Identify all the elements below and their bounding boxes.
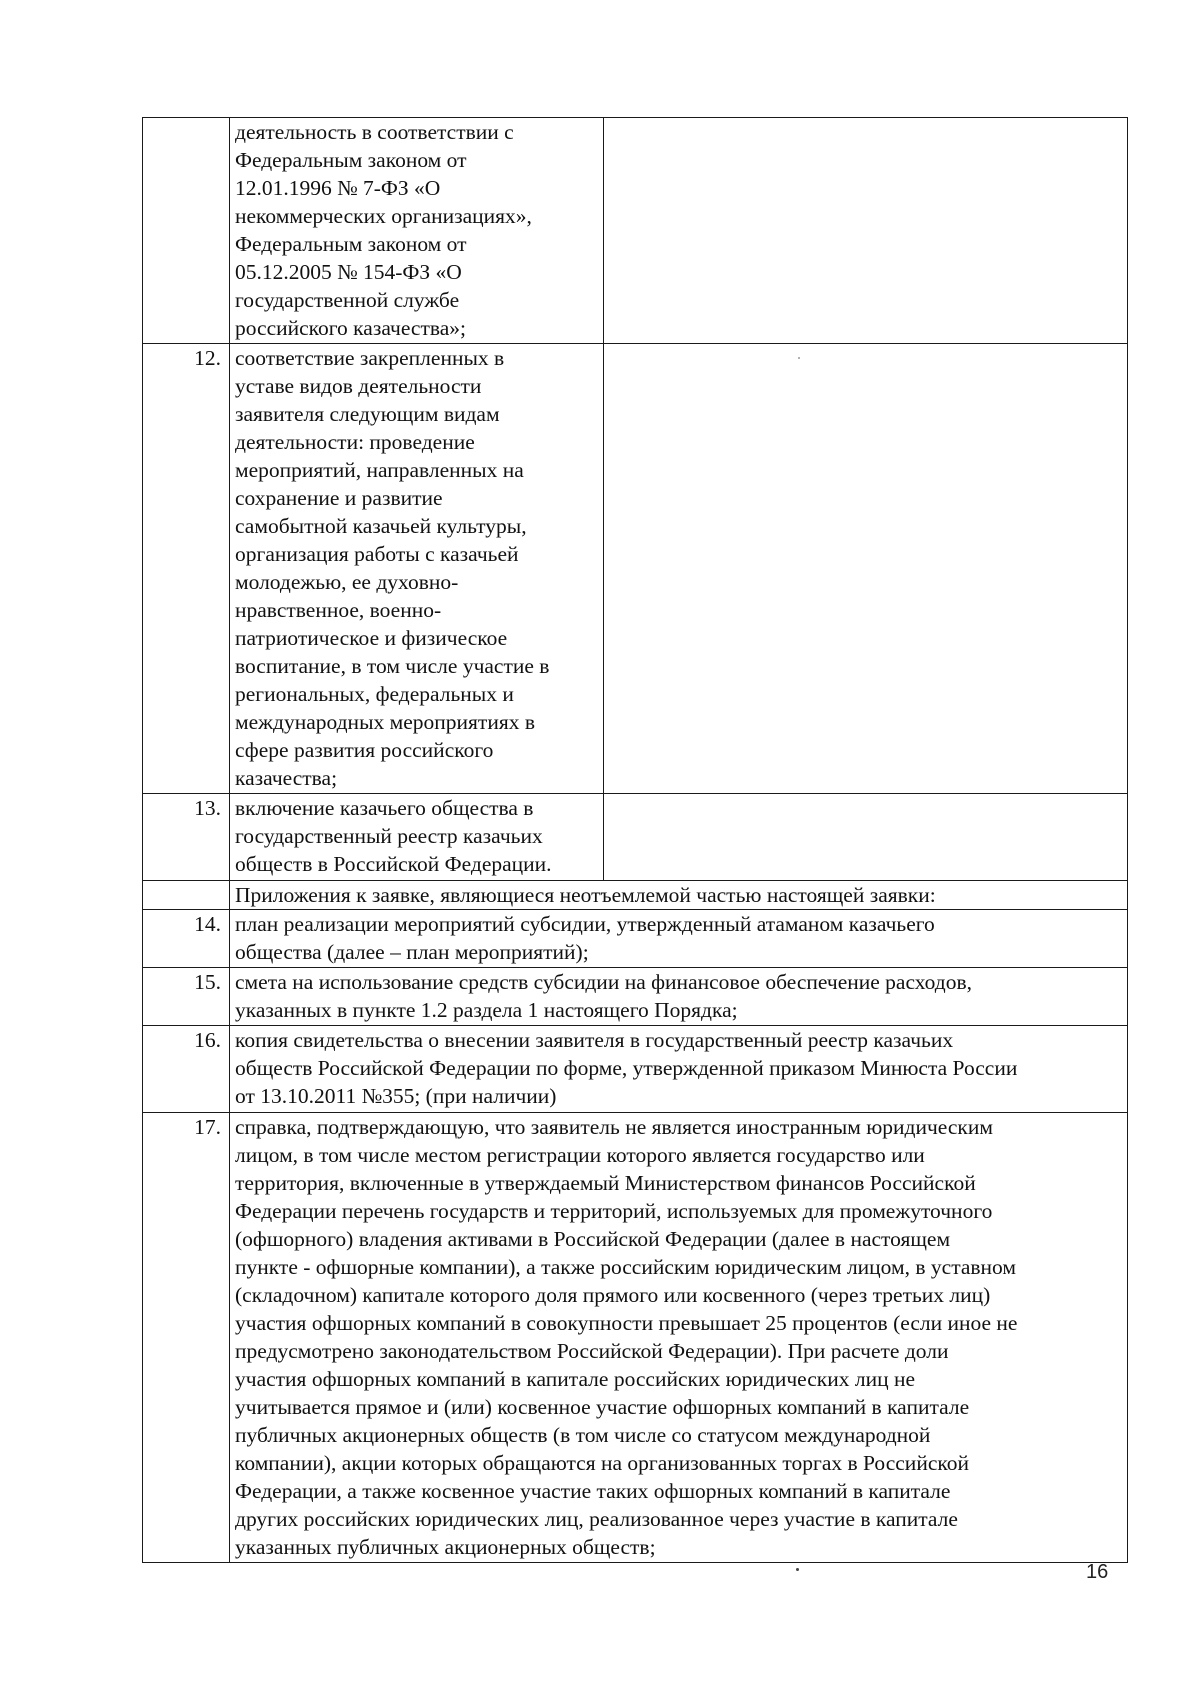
requirements-table: [142, 117, 1128, 1563]
page-number: 16: [1086, 1561, 1109, 1583]
empty-cell: [604, 118, 1128, 344]
text-line: участия офшорных компаний в совокупности превышает 25 процентов (если иное не: [235, 1311, 1018, 1335]
text-line: публичных акционерных обществ (в том числе со статусом международной: [235, 1423, 931, 1447]
row-number: 13.: [143, 794, 230, 881]
row-number: 12.: [143, 344, 230, 794]
table-row: [143, 344, 1128, 794]
text-line: обществ в Российской Федерации.: [235, 852, 552, 876]
text-line: участия офшорных компаний в капитале российских юридических лиц не: [235, 1367, 916, 1391]
row-number: [143, 118, 230, 344]
text-line: казачества;: [235, 766, 338, 790]
text-line: общества (далее – план мероприятий);: [235, 940, 589, 964]
table-row: [143, 910, 1128, 968]
text-line: молодежью, ее духовно-: [235, 570, 459, 594]
row-text: [230, 968, 1128, 1026]
text-line: организация работы с казачьей: [235, 542, 519, 566]
text-line: (офшорного) владения активами в Российской Федерации (далее в настоящем: [235, 1227, 951, 1251]
text-line: уставе видов деятельности: [235, 374, 482, 398]
text-line: включение казачьего общества в: [235, 796, 534, 820]
text-line: соответствие закрепленных в: [235, 346, 505, 370]
text-line: справка, подтверждающую, что заявитель не является иностранным юридическим: [235, 1115, 993, 1139]
text-line: 05.12.2005 № 154-ФЗ «О: [235, 260, 462, 284]
row-number: 17.: [143, 1113, 230, 1563]
text-line: мероприятий, направленных на: [235, 458, 524, 482]
text-line: деятельность в соответствии с: [235, 120, 514, 144]
text-line: указанных в пункте 1.2 раздела 1 настоящего Порядка;: [235, 998, 738, 1022]
table-row: [143, 118, 1128, 344]
empty-cell: [604, 344, 1128, 794]
text-line: сфере развития российского: [235, 738, 494, 762]
scan-speck: [796, 1568, 799, 1571]
text-line: предусмотрено законодательством Российской Федерации). При расчете доли: [235, 1339, 949, 1363]
text-line: обществ Российской Федерации по форме, утвержденной приказом Минюста России: [235, 1056, 1018, 1080]
table-row: [143, 1026, 1128, 1113]
text-line: 12.01.1996 № 7-ФЗ «О: [235, 176, 441, 200]
row-number: [143, 881, 230, 910]
empty-cell: [604, 794, 1128, 881]
text-line: сохранение и развитие: [235, 486, 443, 510]
text-line: пункте - офшорные компании), а также российским юридическим лицом, в уставном: [235, 1255, 1017, 1279]
attachments-header: Приложения к заявке, являющиеся неотъемлемой частью настоящей заявки:: [230, 881, 1128, 910]
text-line: территория, включенные в утверждаемый Министерством финансов Российской: [235, 1171, 976, 1195]
text-line: государственной службе: [235, 288, 460, 312]
row-number: 14.: [143, 910, 230, 968]
scan-speck: [798, 357, 800, 359]
text-line: самобытной казачьей культуры,: [235, 514, 527, 538]
text-line: от 13.10.2011 №355; (при наличии): [235, 1084, 557, 1108]
text-line: некоммерческих организациях»,: [235, 204, 532, 228]
text-line: Федерации перечень государств и территорий, используемых для промежуточного: [235, 1199, 993, 1223]
text-line: российского казачества»;: [235, 316, 466, 340]
text-line: заявителя следующим видам: [235, 402, 500, 426]
text-line: других российских юридических лиц, реализованное через участие в капитале: [235, 1507, 958, 1531]
text-line: копия свидетельства о внесении заявителя в государственный реестр казачьих: [235, 1028, 954, 1052]
table-row: [143, 968, 1128, 1026]
table-row: [143, 881, 1128, 910]
text-line: патриотическое и физическое: [235, 626, 508, 650]
text-line: деятельности: проведение: [235, 430, 475, 454]
text-line: региональных, федеральных и: [235, 682, 514, 706]
text-line: Федерации, а также косвенное участие таких офшорных компаний в капитале: [235, 1479, 951, 1503]
text-line: план реализации мероприятий субсидии, утвержденный атаманом казачьего: [235, 912, 935, 936]
text-line: лицом, в том числе местом регистрации которого является государство или: [235, 1143, 925, 1167]
row-text: [230, 910, 1128, 968]
row-text: [230, 118, 604, 344]
text-line: компании), акции которых обращаются на организованных торгах в Российской: [235, 1451, 969, 1475]
text-line: учитывается прямое и (или) косвенное участие офшорных компаний в капитале: [235, 1395, 970, 1419]
table-row: [143, 1113, 1128, 1563]
table-row: [143, 794, 1128, 881]
text-line: (складочном) капитале которого доля прямого или косвенного (через третьих лиц): [235, 1283, 991, 1307]
text-line: воспитание, в том числе участие в: [235, 654, 550, 678]
text-line: государственный реестр казачьих: [235, 824, 543, 848]
row-text: [230, 794, 604, 881]
text-line: нравственное, военно-: [235, 598, 442, 622]
row-number: 15.: [143, 968, 230, 1026]
row-number: 16.: [143, 1026, 230, 1113]
text-line: Федеральным законом от: [235, 148, 467, 172]
row-text: [230, 1113, 1128, 1563]
text-line: смета на использование средств субсидии на финансовое обеспечение расходов,: [235, 970, 972, 994]
text-line: указанных публичных акционерных обществ;: [235, 1535, 656, 1559]
row-text: [230, 1026, 1128, 1113]
text-line: Федеральным законом от: [235, 232, 467, 256]
row-text: [230, 344, 604, 794]
text-line: международных мероприятиях в: [235, 710, 536, 734]
